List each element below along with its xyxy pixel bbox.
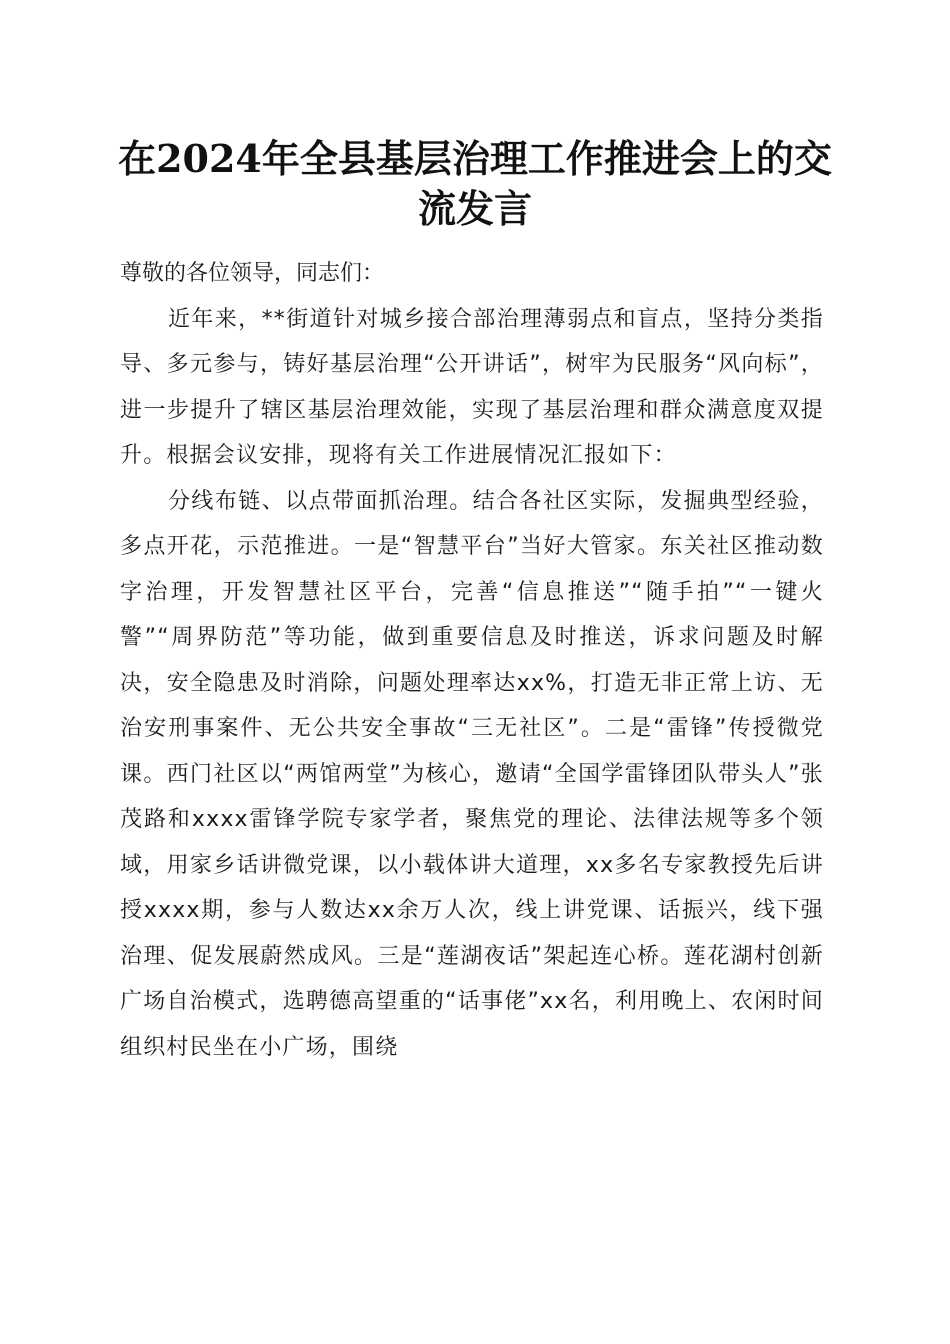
paragraph-governance: 分线布链、以点带面抓治理。结合各社区实际，发掘典型经验，多点开花，示范推进。一是“智慧平台”当好大管家。东关社区推动数字治理，开发智慧社区平台，完善“信息推送”“随手拍”“一键火警”“周界防范”等功能，做到重要信息及时推送，诉求问题及时解决，安全隐患及时消除，问题处理率达xx%，打造无非正常上访、无治安刑事案件、无公共安全事故“三无社区”。二是“雷锋”传授微党课。西门社区以“两馆两堂”为核心，邀请“全国学雷锋团队带头人”张茂路和xxxx雷锋学院专家学者，聚焦党的理论、法律法规等多个领域，用家乡话讲微党课，以小载体讲大道理，xx多名专家教授先后讲授xxxx期，参与人数达xx余万人次，线上讲党课、话振兴，线下强治理、促发展蔚然成风。三是“莲湖夜话”架起连心桥。莲花湖村创新广场自治模式，选聘德高望重的“话事佬”xx名，利用晚上、农闲时间组织村民坐在小广场，围绕 [120, 488, 824, 1060]
paragraph-intro: 近年来，**街道针对城乡接合部治理薄弱点和盲点，坚持分类指导、多元参与，铸好基层治理“公开讲话”，树牢为民服务“风向标”，进一步提升了辖区基层治理效能，实现了基层治理和群众满意度双提升。根据会议安排，现将有关工作进展情况汇报如下： [120, 306, 824, 468]
salutation: 尊敬的各位领导，同志们： [120, 261, 385, 286]
document-body [120, 251, 824, 1070]
document-title: 在2024年全县基层治理工作推进会上的交流发言 [118, 136, 832, 231]
